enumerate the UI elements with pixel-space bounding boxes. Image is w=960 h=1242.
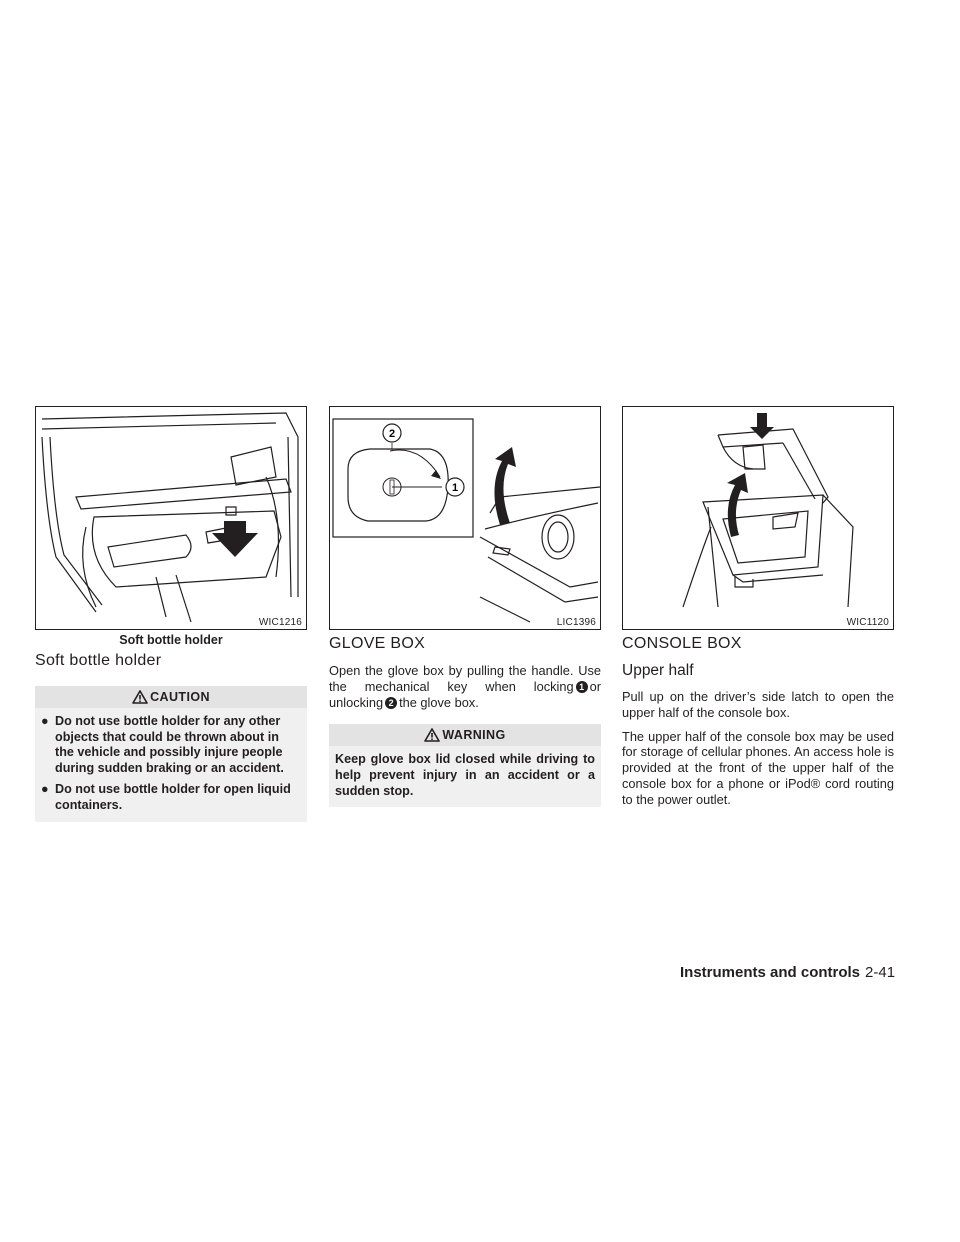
caution-box <box>35 686 307 822</box>
figure-caption: Soft bottle holder <box>119 633 223 647</box>
caution-header <box>35 686 307 708</box>
caution-title: CAUTION <box>150 690 210 704</box>
warning-title: WARNING <box>442 728 506 743</box>
footer-section-title: Instruments and controls <box>680 964 861 981</box>
callout-1: 1 <box>451 482 459 494</box>
column-glove-box <box>329 406 601 807</box>
press-arrow-icon <box>750 413 774 439</box>
marker-1-icon: 1 <box>576 681 588 693</box>
figure-code: LIC1396 <box>556 617 596 628</box>
callout-2: 2 <box>388 428 396 440</box>
console-paragraph-1: Pull up on the driver’s side latch to open the upper half of the console box. <box>622 689 894 720</box>
figure-console-box <box>622 406 894 630</box>
column-console-box <box>622 406 894 808</box>
open-arrow-icon <box>494 447 516 525</box>
console-box-illustration <box>623 407 893 629</box>
door-illustration <box>36 407 306 629</box>
warning-icon <box>424 728 440 742</box>
glove-box-illustration <box>330 407 600 629</box>
column-soft-bottle-holder <box>35 406 307 822</box>
warning-header <box>329 724 601 746</box>
figure-soft-bottle-holder <box>35 406 307 630</box>
lift-arrow-icon <box>727 473 748 537</box>
page-footer <box>680 964 895 981</box>
bullet-icon: ● <box>41 714 49 728</box>
caution-icon <box>132 690 148 704</box>
caution-body <box>35 708 307 822</box>
figure-code: WIC1120 <box>846 617 889 628</box>
page-number: 2-41 <box>865 964 896 981</box>
glove-box-paragraph: Open the glove box by pulling the handle. Use the mechanical key when locking 1 or unlocking 2 the glove box. <box>329 663 601 710</box>
warning-body: Keep glove box lid closed while driving to help prevent injury in an accident or a sudden stop. <box>329 746 601 807</box>
subsection-heading: Upper half <box>622 662 694 679</box>
warning-box <box>329 724 601 807</box>
console-paragraph-2: The upper half of the console box may be used for storage of cellular phones. An access hole is provided at the front of the upper half of the console box for a phone or iPod® cord routing to the power outlet. <box>622 728 894 807</box>
section-heading: CONSOLE BOX <box>622 635 742 652</box>
section-heading: Soft bottle holder <box>35 652 162 669</box>
figure-glove-box <box>329 406 601 630</box>
figure-code: WIC1216 <box>258 617 302 628</box>
caution-item: ● Do not use bottle holder for open liquid containers. <box>41 782 291 812</box>
down-arrow-icon <box>212 521 258 557</box>
caution-item: ● Do not use bottle holder for any other objects that could be thrown about in the vehicle and possibly injure people during sudden braking or an accident. <box>41 714 284 775</box>
marker-2-icon: 2 <box>385 697 397 709</box>
section-heading: GLOVE BOX <box>329 635 426 652</box>
bullet-icon: ● <box>41 782 49 797</box>
